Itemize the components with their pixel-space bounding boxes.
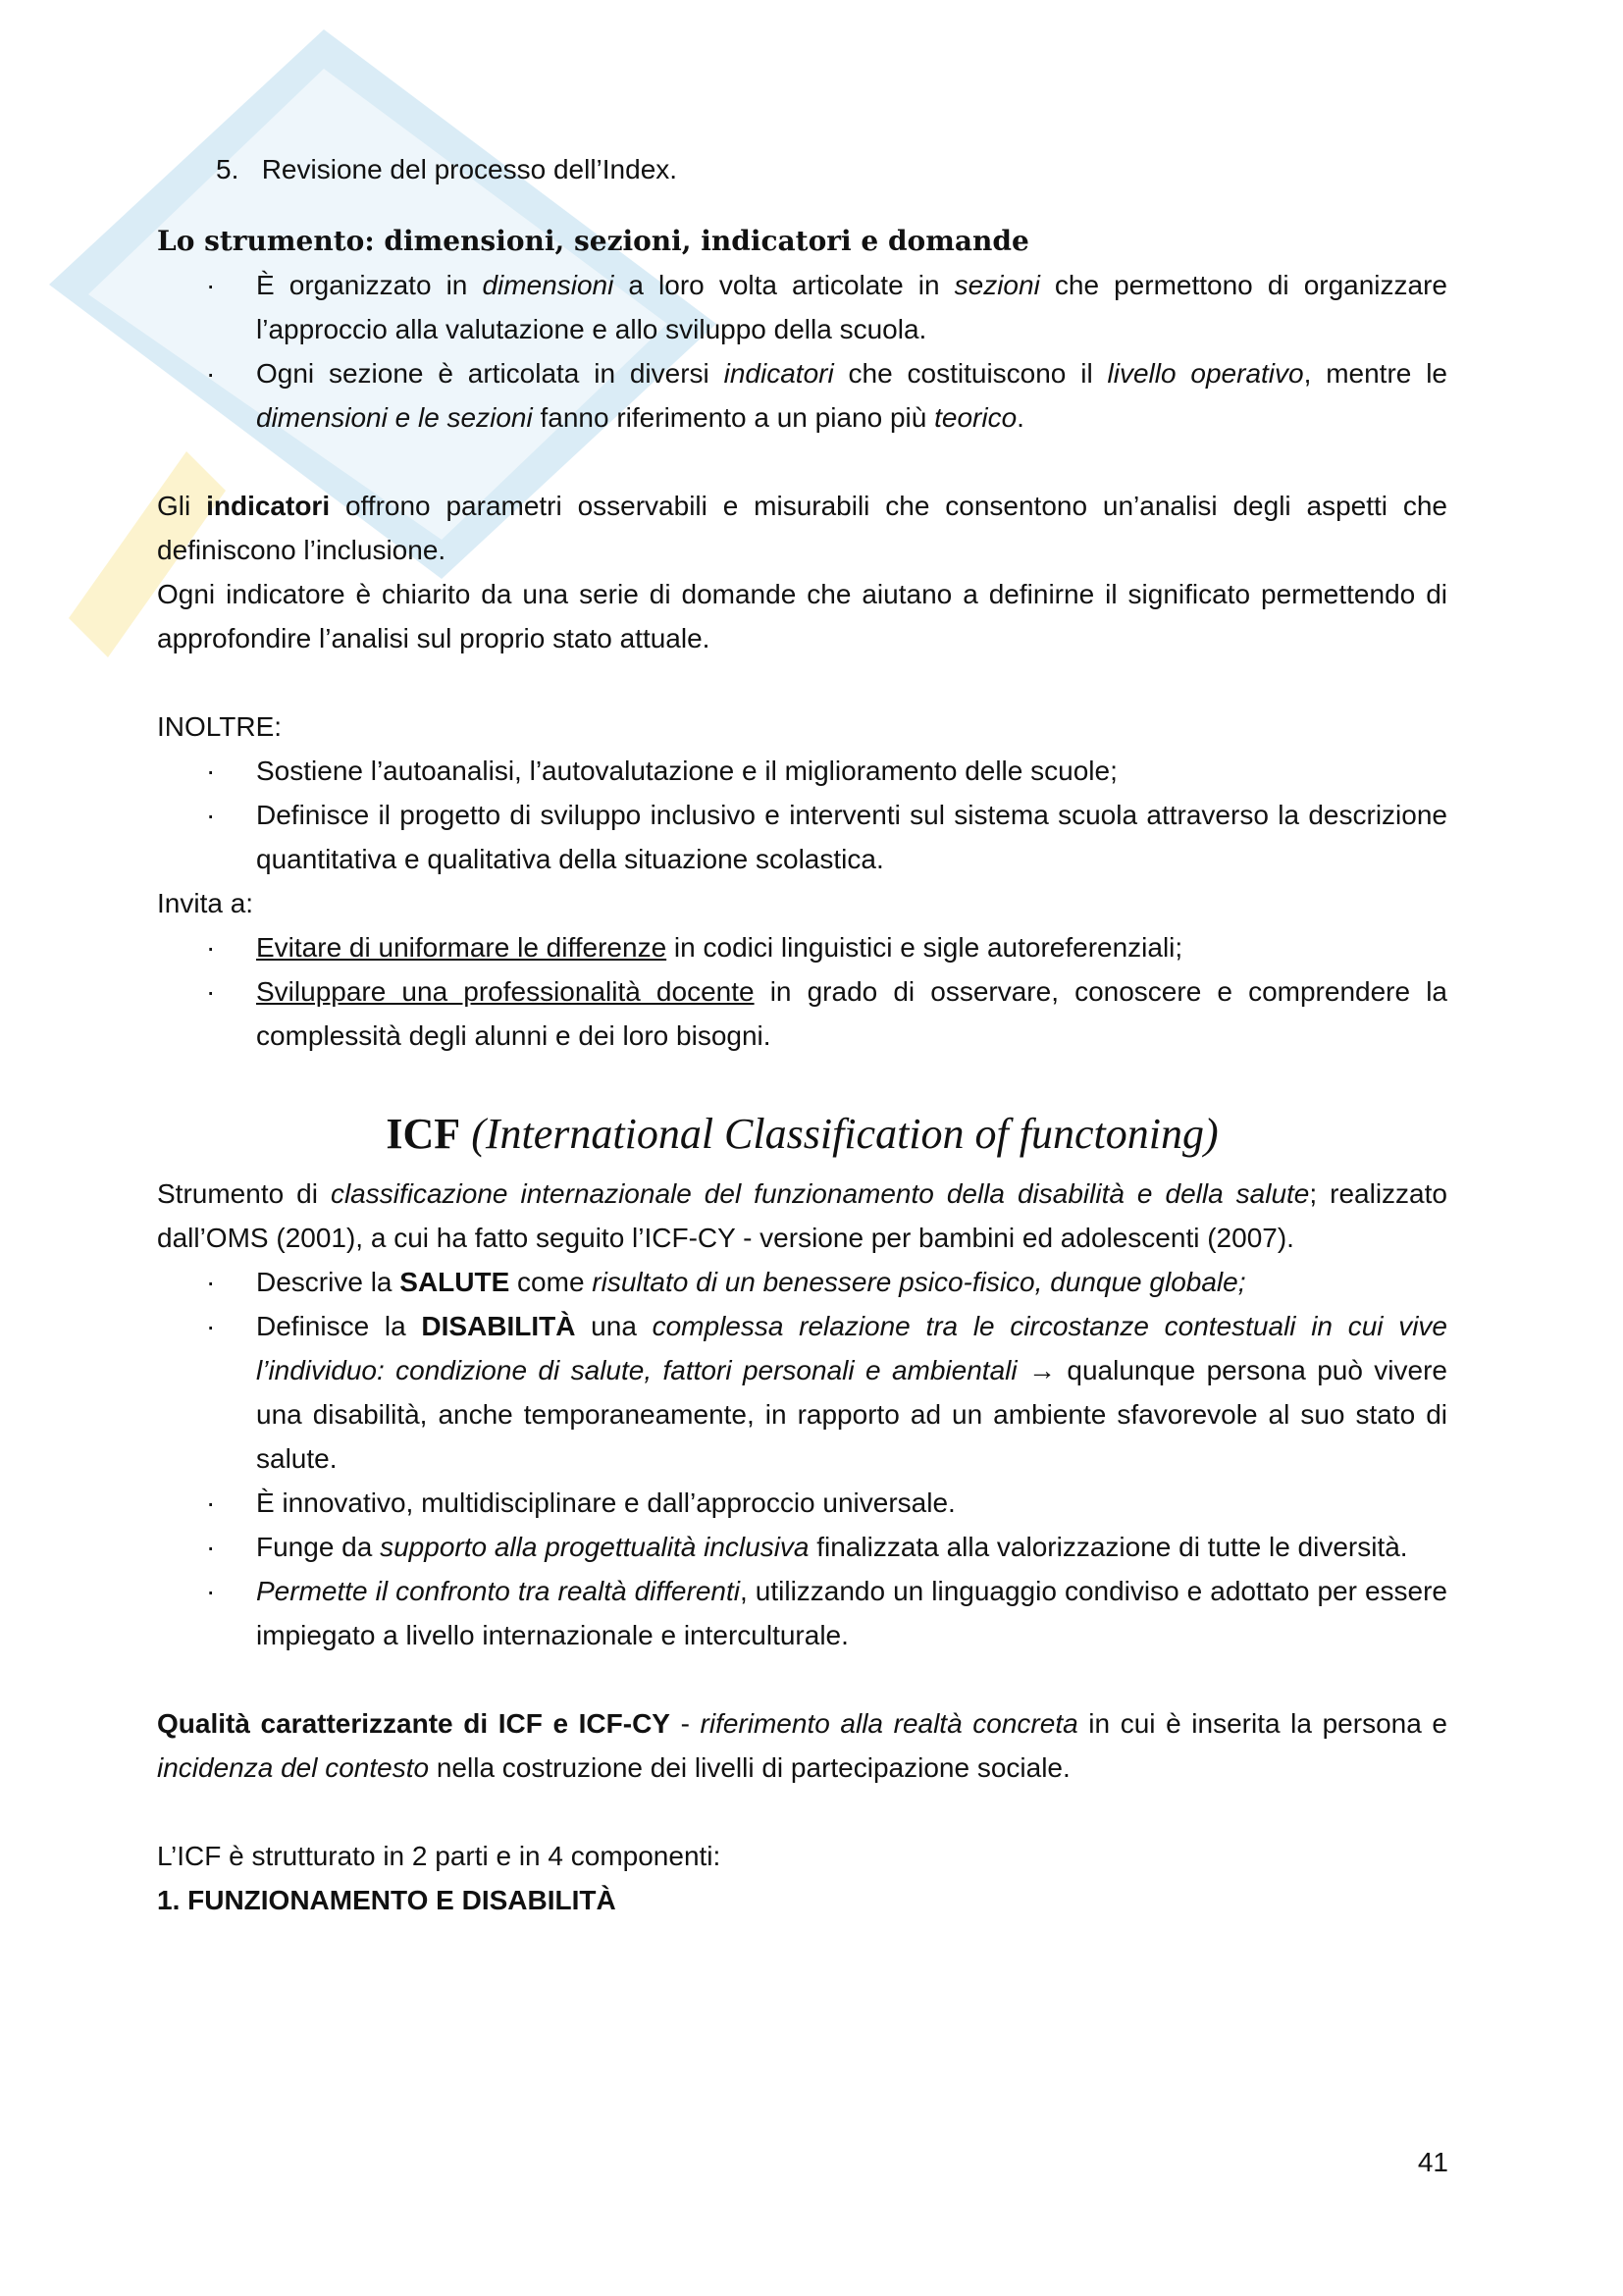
item-number: 5.: [216, 154, 239, 184]
label-invita: Invita a:: [157, 888, 254, 918]
list-item: · Descrive la SALUTE come risultato di un benessere psico-fisico, dunque globale;: [157, 1260, 1447, 1304]
label-inoltre: INOLTRE:: [157, 711, 283, 742]
bullet-list-inoltre: [157, 749, 1447, 881]
bullet-list-icf: [157, 1260, 1447, 1657]
list-item: · Definisce la DISABILITÀ una complessa relazione tra le circostanze contestuali in cui vive l’individuo: condizione di salute, fattori personali e ambientali → qualunque persona può vivere una disabilità, anche temporaneamente, in rapporto ad un ambiente sfavorevole al suo stato di salute.: [157, 1304, 1447, 1481]
list-item: · È organizzato in dimensioni a loro volta articolate in sezioni che permettono di organizzare l’approccio alla valutazione e allo sviluppo della scuola.: [157, 263, 1447, 351]
subheading-funzionamento: 1. FUNZIONAMENTO E DISABILITÀ: [157, 1885, 616, 1915]
section-heading-strumento: Lo strumento: dimensioni, sezioni, indicatori e domande: [157, 225, 1029, 257]
page-number: 41: [1417, 2147, 1448, 2177]
list-item: · Sostiene l’autoanalisi, l’autovalutazione e il miglioramento delle scuole;: [157, 749, 1447, 793]
list-item: · Ogni sezione è articolata in diversi indicatori che costituiscono il livello operativo, mentre le dimensioni e le sezioni fanno riferimento a un piano più teorico.: [157, 351, 1447, 440]
paragraph-qualita: Qualità caratterizzante di ICF e ICF-CY - riferimento alla realtà concreta in cui è inserita la persona e incidenza del contesto nella costruzione dei livelli di partecipazione sociale.: [157, 1708, 1447, 1783]
item-text: Revisione del processo dell’Index.: [261, 154, 678, 184]
list-item: · Funge da supporto alla progettualità inclusiva finalizzata alla valorizzazione di tutte le diversità.: [157, 1525, 1447, 1569]
icf-title: ICF (International Classification of functoning): [386, 1110, 1219, 1158]
list-item: · Permette il confronto tra realtà differenti, utilizzando un linguaggio condiviso e adottato per essere impiegato a livello internazionale e interculturale.: [157, 1569, 1447, 1657]
list-item: · Sviluppare una professionalità docente in grado di osservare, conoscere e comprendere la complessità degli alunni e dei loro bisogni.: [157, 969, 1447, 1058]
paragraph-indicatori: Gli indicatori offrono parametri osservabili e misurabili che consentono un’analisi degli aspetti che definiscono l’inclusione.: [157, 491, 1447, 565]
bullet-list-strumento: [157, 263, 1447, 440]
numbered-item-5: [206, 147, 1447, 191]
paragraph-domande: Ogni indicatore è chiarito da una serie di domande che aiutano a definirne il significato permettendo di approfondire l’analisi sul proprio stato attuale.: [157, 579, 1447, 653]
list-item: · Definisce il progetto di sviluppo inclusivo e interventi sul sistema scuola attraverso la descrizione quantitativa e qualitativa della situazione scolastica.: [157, 793, 1447, 881]
paragraph-struttura: L’ICF è strutturato in 2 parti e in 4 componenti:: [157, 1841, 721, 1871]
list-item: · È innovativo, multidisciplinare e dall’approccio universale.: [157, 1481, 1447, 1525]
list-item: · Evitare di uniformare le differenze in codici linguistici e sigle autoreferenziali;: [157, 925, 1447, 969]
bullet-list-invita: [157, 925, 1447, 1058]
paragraph-icf-intro: Strumento di classificazione internazionale del funzionamento della disabilità e della salute; realizzato dall’OMS (2001), a cui ha fatto seguito l’ICF-CY - versione per bambini ed adolescenti (2007).: [157, 1178, 1447, 1253]
document-page: [157, 147, 1447, 1922]
